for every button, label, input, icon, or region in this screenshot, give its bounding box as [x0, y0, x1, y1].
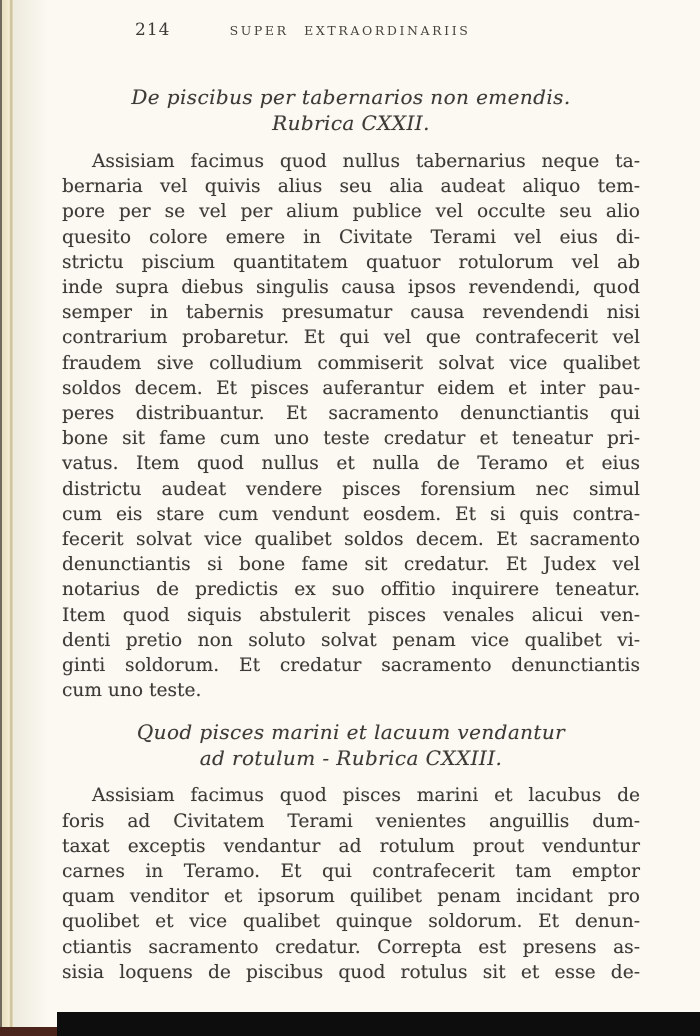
body-line: fraudem sive colludium commiserit solvat vice qualibet [62, 352, 640, 374]
body-line: inde supra diebus singulis causa ipsos revendendi, quod [62, 277, 640, 299]
body-line: ctiantis sacramento credatur. Correpta est presens as- [62, 936, 640, 958]
body-line: fecerit solvat vice qualibet soldos decem. Et sacramento [62, 529, 640, 551]
body-line: Assisiam facimus quod nullus tabernarius neque ta- [92, 151, 640, 172]
heading-line: ad rotulum - Rubrica CXXIII. [199, 746, 503, 771]
body-line: foris ad Civitatem Terami venientes anguillis dum- [62, 810, 640, 832]
section-heading [62, 719, 640, 771]
body-line: Assisiam facimus quod pisces marini et lacubus de [92, 785, 640, 807]
section-paragraph [62, 783, 640, 985]
section-heading [62, 84, 640, 136]
book-edge-strip [0, 0, 14, 1036]
body-line: semper in tabernis presumatur causa revendendi nisi [62, 302, 640, 324]
page-header [0, 20, 700, 42]
body-line: cum uno teste. [62, 680, 202, 702]
text-column [62, 84, 640, 985]
body-line: quesito colore emere in Civitate Terami vel eius di- [62, 226, 640, 248]
section-paragraph [62, 149, 640, 703]
body-line: districtu audeat vendere pisces forensium nec simul [62, 478, 640, 500]
running-head: SUPER EXTRAORDINARIIS [229, 23, 471, 38]
body-line: contrarium probaretur. Et qui vel que contrafecerit vel [62, 327, 640, 349]
bottom-black-bar [57, 1012, 700, 1036]
section-rubrica-cxxii [62, 84, 640, 703]
body-line: Item quod siquis abstulerit pisces venales alicui ven- [62, 604, 640, 626]
body-line: cum eis stare cum vendunt eosdem. Et si quis contra- [62, 503, 640, 525]
body-line: peres distribuantur. Et sacramento denunctiantis qui [62, 403, 640, 425]
section-rubrica-cxxiii [62, 719, 640, 985]
body-line: denunctiantis si bone fame sit credatur. Et Judex vel [62, 554, 640, 576]
body-line: bone sit fame cum uno teste credatur et teneatur pri- [62, 428, 640, 450]
heading-line: Quod pisces marini et lacuum vendantur [136, 720, 566, 745]
body-line: vatus. Item quod nullus et nulla de Teramo et eius [62, 453, 640, 475]
body-line: denti pretio non soluto solvat penam vice qualibet vi- [62, 629, 640, 651]
page-number: 214 [135, 20, 171, 40]
page-curvature-shade [14, 0, 48, 1036]
body-line: bernaria vel quivis alius seu alia audeat aliquo tem- [62, 176, 640, 198]
body-line: quolibet et vice qualibet quinque soldorum. Et denun- [62, 911, 640, 933]
body-line: sisia loquens de piscibus quod rotulus sit et esse de- [62, 961, 640, 983]
heading-line: De piscibus per tabernarios non emendis. [131, 85, 571, 109]
body-line: taxat exceptis vendantur ad rotulum prout venduntur [62, 835, 640, 857]
heading-line: Rubrica CXXII. [272, 111, 430, 135]
body-line: quam venditor et ipsorum quilibet penam incidant pro [62, 886, 640, 908]
body-line: strictu piscium quantitatem quatuor rotulorum vel ab [62, 251, 640, 273]
body-line: soldos decem. Et pisces auferantur eidem et inter pau- [62, 377, 640, 399]
body-line: carnes in Teramo. Et qui contrafecerit tam emptor [62, 861, 640, 883]
body-line: ginti soldorum. Et credatur sacramento denunctiantis [62, 655, 640, 677]
body-line: notarius de predictis ex suo offitio inquirere teneatur. [62, 579, 640, 601]
body-line: pore per se vel per alium publice vel occulte seu alio [62, 201, 640, 223]
